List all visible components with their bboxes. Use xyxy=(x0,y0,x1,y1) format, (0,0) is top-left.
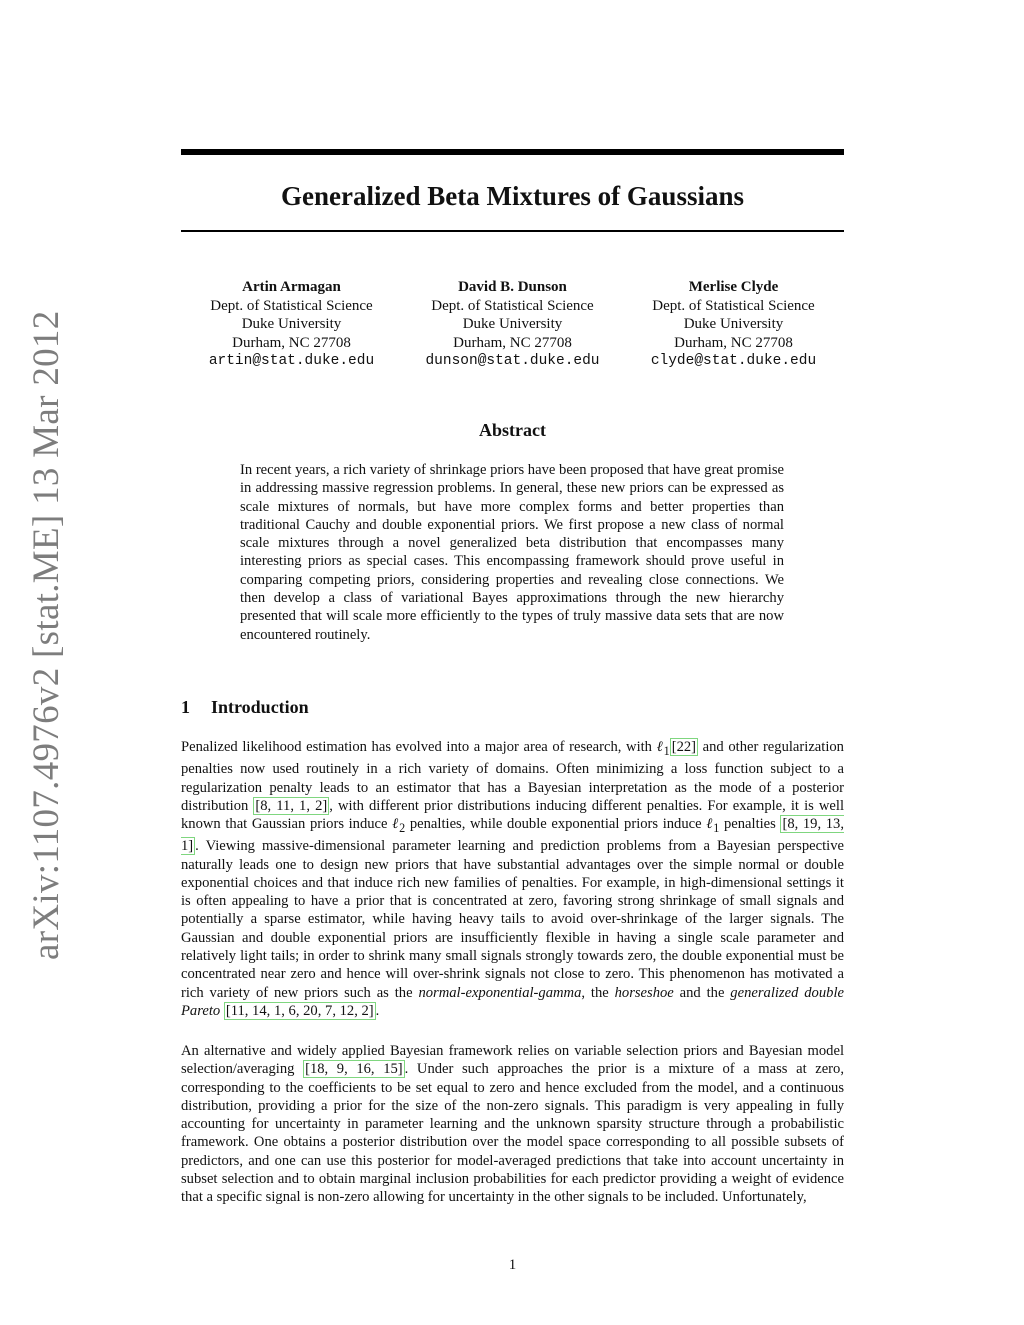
arxiv-identifier-stamp: arXiv:1107.4976v2 [stat.ME] 13 Mar 2012 xyxy=(26,310,67,960)
author-email[interactable]: clyde@stat.duke.edu xyxy=(650,353,817,369)
abstract-heading: Abstract xyxy=(479,420,546,440)
text-run: , with different prior distributions inducing different penalties. For example, it is well known that Gaussian priors induce xyxy=(181,797,845,833)
author-name: David B. Dunson xyxy=(458,279,567,295)
author-university: Duke University xyxy=(462,316,563,332)
author-email[interactable]: dunson@stat.duke.edu xyxy=(425,353,600,369)
ell-subscript: 1 xyxy=(663,743,670,758)
text-run: and the xyxy=(673,984,731,1001)
author-2 xyxy=(402,278,623,371)
text-run: . Under such approaches the prior is a mixture of a mass at zero, corresponding to the coefficients to be set equal to zero and hence excluded from the model, and a continuous distribution, providing a prior for the size of the non-zero signals. This paradigm is very appealing in fully accounting for uncertainty in parameter learning and the unknown sparsity structure through a probabilistic framework. One obtains a posterior distribution over the model space corresponding to all possible subsets of predictors, and one can use this posterior for model-averaged predictions that take into account uncertainty in subset selection and to obtain marginal inclusion probabilities for each predictor providing a weight of evidence that a specific signal is non-zero allowing for uncertainty in the other signals to be included. Unfortunately, xyxy=(181,1061,844,1206)
author-location: Durham, NC 27708 xyxy=(232,334,351,351)
ell-subscript: 1 xyxy=(713,821,720,835)
citation-link[interactable]: [8, 11, 1, 2] xyxy=(255,797,328,814)
citation-link[interactable]: [18, 9, 16, 15] xyxy=(305,1061,403,1078)
author-dept: Dept. of Statistical Science xyxy=(431,297,594,314)
text-run: . xyxy=(375,1002,380,1019)
citation-link[interactable]: [8, 19, 13, 1] xyxy=(181,816,844,855)
citation-link[interactable]: [11, 14, 1, 6, 20, 7, 12, 2] xyxy=(225,1002,374,1019)
text-run: , the xyxy=(581,984,615,1001)
text-run: . Viewing massive-dimensional parameter learning and prediction problems from a Bayesian perspective naturally leads one to design new priors that have substantial advantages over the simple normal or double exponential choices and that induce rich new families of penalties. For example, in high-dimensional settings it is often appealing to have a prior that is concentrated at zero, favoring strong shrinkage of small signals and potentially a sparse estimator, while having heavy tails to avoid over-shrinkage of the larger signals. The Gaussian and double exponential priors are insufficiently flexible in having a single scale parameter and relatively light tails; in order to shrink many small signals strongly towards zero, the double exponential must be concentrated near zero and hence will over-shrink signals not close to zero. This phenomenon has motivated a rich variety of new priors such as the xyxy=(181,838,844,1001)
ell-symbol: ℓ xyxy=(392,816,400,833)
ell-symbol: ℓ xyxy=(656,739,664,755)
text-run: penalties, while double exponential priors induce xyxy=(405,816,707,833)
author-university: Duke University xyxy=(241,316,342,332)
text-run: penalties xyxy=(719,816,781,833)
author-location: Durham, NC 27708 xyxy=(453,334,572,351)
title-bottom-rule xyxy=(181,230,844,232)
section-number: 1 xyxy=(181,697,190,717)
author-block xyxy=(181,278,844,371)
title-top-rule xyxy=(181,149,844,155)
author-dept: Dept. of Statistical Science xyxy=(652,297,815,314)
author-dept: Dept. of Statistical Science xyxy=(210,297,373,314)
text-run: An alternative and widely applied Bayesian framework relies on variable selection priors and Bayesian model selection/averaging xyxy=(181,1043,844,1078)
intro-paragraph-2 xyxy=(181,1042,844,1207)
author-name: Merlise Clyde xyxy=(688,279,779,295)
italic-term: horseshoe xyxy=(614,984,674,1001)
italic-term: generalized double Pareto xyxy=(181,984,844,1019)
section-heading xyxy=(181,695,309,719)
text-run: and other regularization penalties now used routinely in a rich variety of domains. Often minimizing a loss function subject to a regularization penalty leads to an estimator that has a Bayesian interpretation as the mode of a posterior distribution xyxy=(181,739,844,814)
abstract-text: In recent years, a rich variety of shrinkage priors have been proposed that have great promise in addressing massive regression problems. In general, these new priors can be expressed as scale mixtures of normals, but have more complex forms and better properties than traditional Cauchy and double exponential priors. We first propose a new class of normal scale mixtures through a novel generalized beta distribution that encompasses many interesting priors as special cases. This encompassing framework should prove useful in comparing competing priors, considering properties and revealing close connections. We then develop a class of variational Bayes approximations through the new hierarchy presented that will scale more efficiently to the types of truly massive data sets that are now encountered routinely. xyxy=(240,462,784,643)
section-title: Introduction xyxy=(211,697,309,717)
author-3 xyxy=(623,278,844,371)
author-university: Duke University xyxy=(683,316,784,332)
text-run: Penalized likelihood estimation has evolved into a major area of research, with xyxy=(181,739,657,755)
author-email[interactable]: artin@stat.duke.edu xyxy=(208,353,375,369)
ell-subscript: 2 xyxy=(399,821,406,835)
author-1 xyxy=(181,278,402,371)
page-number: 1 xyxy=(508,1257,517,1273)
citation-link[interactable]: [22] xyxy=(671,739,697,755)
paper-title: Generalized Beta Mixtures of Gaussians xyxy=(281,181,744,211)
intro-paragraph-1 xyxy=(181,738,844,1020)
italic-term: normal-exponential-gamma xyxy=(418,984,582,1001)
author-name: Artin Armagan xyxy=(242,279,341,295)
author-location: Durham, NC 27708 xyxy=(674,334,793,351)
ell-symbol: ℓ xyxy=(706,816,714,833)
